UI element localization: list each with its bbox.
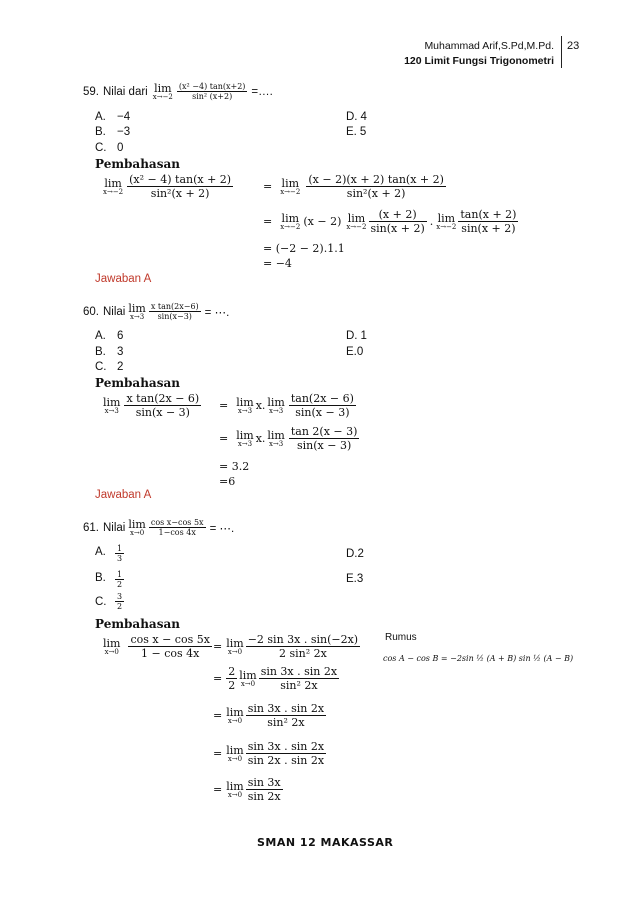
q61-prompt: Nilai	[103, 521, 126, 534]
q60-lim: lim x→3	[128, 301, 146, 321]
q61-option-d: D.2	[346, 548, 364, 560]
q59-option-c: C. 0	[95, 142, 124, 154]
q61-step-5: = lim x→0 $\frac{\sin 3x . \sin 2x}{\sin 2x . \sin 2x}$	[213, 740, 325, 767]
q60-number: 60.	[83, 305, 99, 318]
q61-lim: lim x→0	[128, 517, 146, 537]
q59-step-1: lim x→−2 $\frac{\text{(x² − 4) tan(x + 2)}}{\text{sin²(x + 2)}}$	[103, 173, 232, 200]
q59-answer: Jawaban A	[95, 273, 152, 285]
q60-step-1: lim x→3 $\frac{\text{x tan(2x − 6)}}{\sin(x - 3)}$	[103, 392, 200, 419]
q60-option-e: E.0	[346, 346, 364, 358]
q61-step-6: = lim x→0 $\frac{\sin 3x}{\sin 2x}$	[213, 776, 281, 803]
q59-fraction: $\frac{\text{(x² −4) tan(x+2)}}{\text{sin² (x+2)}}$	[178, 82, 246, 101]
q61-pembahasan: Pembahasan	[95, 617, 180, 631]
footer-school: SMAN 12 MAKASSAR	[257, 836, 394, 849]
q60-option-c: C. 2	[95, 361, 124, 373]
q60-fraction: $\frac{\text{x tan(2x−6)}}{\sin(x-3)}$	[150, 302, 199, 321]
q59-option-d: D. 4	[346, 111, 367, 123]
q59-option-b: B. −3	[95, 126, 131, 138]
q60-step-2: = lim x→3 x. lim x→3 $\frac{\tan(2x - 6)}{\sin(x - 3)}$	[219, 392, 354, 419]
q59-tail: =….	[251, 85, 273, 98]
q60-tail: = ⋯.	[204, 306, 230, 319]
q61-step-4: = lim x→0 $\frac{\sin 3x . \sin 2x}{\text{sin² 2x}}$	[213, 702, 325, 729]
q59-pembahasan: Pembahasan	[95, 157, 180, 171]
q61-step-3: = $\frac{2}{2}$ lim x→0 $\frac{\sin 3x . \sin 2x}{\text{sin² 2x}}$	[213, 665, 338, 692]
q60-answer: Jawaban A	[95, 489, 152, 501]
q61-option-c: C. $\frac{3}{2}$	[95, 592, 123, 611]
q60-option-d: D. 1	[346, 330, 367, 342]
header-subtitle: 120 Limit Fungsi Trigonometri	[404, 55, 554, 67]
q59-question	[83, 82, 273, 101]
page-number: 23	[567, 40, 580, 52]
q59-step-2: = lim x→−2 $\frac{(x - 2)(x + 2) \tan(x + 2)}{\text{sin²(x + 2)}}$	[263, 173, 444, 200]
q59-option-e: E. 5	[346, 126, 367, 138]
q59-prompt: Nilai dari	[103, 85, 148, 98]
q60-pembahasan: Pembahasan	[95, 376, 180, 390]
q61-option-a: A. $\frac{1}{3}$	[95, 544, 123, 563]
header-author: Muhammad Arif,S.Pd,M.Pd.	[424, 40, 554, 52]
q60-step-5: =6	[219, 475, 236, 488]
q59-step-3: = lim x→−2 (x − 2) lim x→−2 $\frac{(x + 2)}{\sin(x + 2)}$ . lim x→−2 $\frac{\tan(x + 2)}{\sin(x + 2)}$	[263, 208, 517, 235]
q60-option-b: B. 3	[95, 346, 124, 358]
q61-number: 61.	[83, 521, 99, 534]
q60-option-a: A. 6	[95, 330, 124, 342]
q61-option-e: E.3	[346, 573, 364, 585]
rumus-label: Rumus	[385, 632, 417, 643]
q60-prompt: Nilai	[103, 305, 126, 318]
q60-step-3: = lim x→3 x. lim x→3 $\frac{\tan 2(x - 3)}{\sin(x - 3)}$	[219, 425, 358, 452]
q61-step-2: = lim x→0 $\frac{-2 \sin 3x . \sin(-2x)}{\text{2 sin² 2x}}$	[213, 633, 359, 660]
q61-fraction: $\frac{\text{cos x−cos 5x}}{1-\cos 4x}$	[150, 518, 204, 537]
q59-step-5: = −4	[263, 257, 292, 270]
q61-tail: = ⋯.	[209, 522, 235, 535]
q61-question	[83, 518, 234, 537]
q61-step-1: lim x→0 $\frac{\text{cos x − cos 5x}}{1 - \cos 4x}$	[103, 633, 210, 660]
q59-number: 59.	[83, 85, 99, 98]
header-divider	[561, 36, 562, 68]
q59-step-4: = (−2 − 2).1.1	[263, 242, 345, 255]
q60-step-4: = 3.2	[219, 460, 250, 473]
q60-question	[83, 302, 229, 321]
rumus-formula: cos A − cos B = −2sin ½ (A + B) sin ½ (A − B)	[383, 654, 574, 663]
q61-option-b: B. $\frac{1}{2}$	[95, 570, 123, 589]
q59-option-a: A. −4	[95, 111, 131, 123]
q59-lim: lim x→−2	[152, 81, 173, 101]
